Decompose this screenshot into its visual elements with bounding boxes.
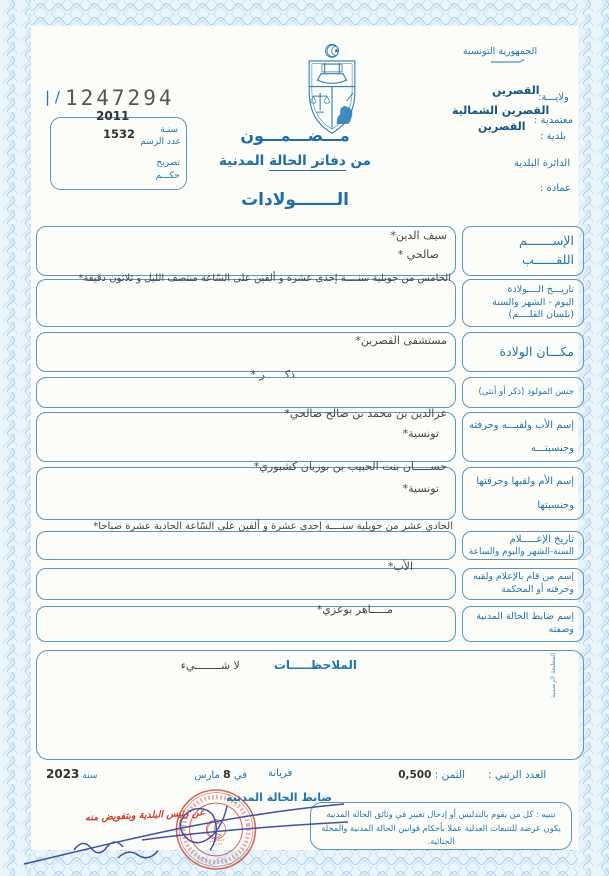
mother-nationality-value: تونسية* [402,482,439,495]
father-value-box [36,407,456,462]
surname-label: اللقــــــب [522,252,574,268]
mother-name-value: حســـــان بنت الحبيب بن بوزيان كشبوري* [253,460,447,473]
republic-title: الجمهورية التونسية [462,46,538,57]
serial-number: 1247294 [64,86,175,110]
row-father [36,407,584,462]
notification-date-label-line1: تاريخ الإعـــــلام [509,533,574,545]
row-notifier [36,560,584,600]
birth-date-label-box [462,279,584,327]
municipality-label: بلدية : [540,131,567,142]
sex-typed-value: ذكــــــر * [250,368,295,381]
issue-place: فريانة [268,768,293,779]
name-value-box [36,226,456,276]
ordinal-number-label: العدد الرتبي : [488,769,547,781]
mother-label-box [462,467,584,520]
serial-prefix: | / [45,88,60,106]
title-word-civil: المدنية [219,153,265,169]
notification-date-label-line2: السنة-الشهر واليوم والساعة [468,547,574,558]
birth-place-label-box [462,332,584,372]
birth-date-label-line3: (بلسان القلــــم) [508,309,574,321]
birth-place-value-box [36,332,456,381]
officer-label-line1: إسم ضابط الحالة المدنية [476,611,574,623]
document-title-births: الـــــــولادات [241,190,349,210]
row-birth-date [36,273,584,327]
sex-label-box [462,377,584,408]
sex-value-box [36,377,456,408]
father-label-box [462,412,584,462]
issue-year-value: 2023 [46,767,80,781]
document-title-line2 [195,153,395,169]
imada-label: عمادة : [540,183,572,194]
signature-scribble [22,788,352,876]
birth-date-value: الخامس من جويلية سنــــة إحدى عشرة و ألفين على السّاعة منتصف الليل و ثلاثون دقيقة* [78,273,451,284]
remarks-box [36,650,584,760]
father-nationality-value: تونسية* [402,427,439,440]
row-sex [36,377,584,408]
price-line [383,769,465,781]
registry-act-label: عدد الرسم [140,137,181,147]
governorate-value: القصرين [492,84,540,97]
officer-signature-title: ضابط الحالة المدنية [226,791,333,804]
remarks-title: الملاحظـــــات [273,658,357,672]
row-name [36,226,584,276]
surname-value: صالحي * [397,248,439,261]
birth-place-label: مكـــان الولادة [499,343,574,359]
delegation-value-line1: القصرين الشمالية [452,104,550,117]
delegation-handwritten-note: عن رئيس البلدية وبتفويض منه [84,807,205,824]
issue-date-month: مارس [194,770,220,781]
municipal-district-label: الدائرة البلدية [514,158,571,169]
notification-date-value-box [36,521,456,560]
issue-date [183,768,247,781]
remarks-value: لا شــــــــيء [180,659,240,672]
title-word-from: من [350,153,371,169]
father-name-value: عزالدين بن محمد بن صالح صالحي* [284,407,447,420]
registry-declaration-label: تصريح [156,158,180,168]
mother-value-box [36,460,456,520]
row-officer [36,603,584,642]
delegation-label: معتمدية : [534,115,573,126]
governorate-label: ولايـــة: [538,92,569,103]
issue-year-label: سنة [82,771,98,781]
birth-date-value-box [36,273,456,327]
price-value: 0,500 [398,769,432,781]
notifier-label-line1: إسم من قام بالإعلام ولقبه [473,571,574,583]
notifier-value: الأب* [387,560,413,573]
officer-value: مـــــاهر بوعزي* [316,603,393,616]
name-label: الإســـــــم [518,233,574,248]
row-notification-date [36,521,584,560]
registry-year-label: سنـة [160,125,178,135]
registry-stamp-box [50,109,187,190]
notifier-label-box [462,568,584,600]
name-label-box [462,226,584,276]
issue-year [46,767,97,781]
registry-act-value: 1532 [103,127,136,141]
republic-underline-flourish [487,58,527,66]
sex-label: جنس المولود (ذكر أو أنثى) [478,386,574,397]
notifier-value-box [36,560,456,600]
delegation-value-line2: القصرين [478,120,526,133]
warning-text: تنبيه : كل من يقوم بالتدليس أو إدخال تغيير في وثائق الحالة المدنية يكون عرضة للتتبعات العدلية عملا بأحكام قوانين الحالة المدنية والمجلة الجنائية. [321,809,561,847]
officer-value-box [36,603,456,642]
price-label: الثمن : [434,769,465,781]
registry-judgment-label: حكـــم [155,171,180,181]
birth-place-value: مستشفى القصرين* [355,334,447,347]
issue-date-prep: في [233,770,247,781]
serial-number-block [45,86,175,110]
notifier-label-line2: وحرفته أو المحكمة [501,584,574,595]
official-printer-note: المطبعة الرسمية [549,652,557,698]
title-word-registers: دفاتر الحالة [269,153,346,169]
birth-date-label-line2: اليوم - الشهر والسنة [492,296,574,308]
notification-date-value: الحادي عشر من جويلية سنــــة إحدى عشرة و ألفين على السّاعة الحادية عشرة صباحا* [93,521,453,532]
father-label-line2: وجنسيتـــه [530,442,574,454]
document-title-line1: مـــضـــمـــون [240,126,350,145]
registry-year-value: 2011 [96,109,130,123]
mother-label-line2: وجنسيتها [537,499,574,511]
issue-date-day: 8 [223,768,231,781]
officer-label-box [462,606,584,642]
birth-date-label-line1: تاريـــخ الــــولادة [507,283,574,295]
row-mother [36,460,584,520]
notification-date-label-box [462,531,584,560]
father-label-line1: إسم الأب ولقبـــه وحرفته [468,420,574,431]
mother-label-line1: إسم الأم ولقبها وحرفتها [476,476,574,487]
officer-label-line2: وصفته [548,624,574,635]
row-birth-place [36,332,584,381]
name-value: سيف الدين* [390,229,447,242]
